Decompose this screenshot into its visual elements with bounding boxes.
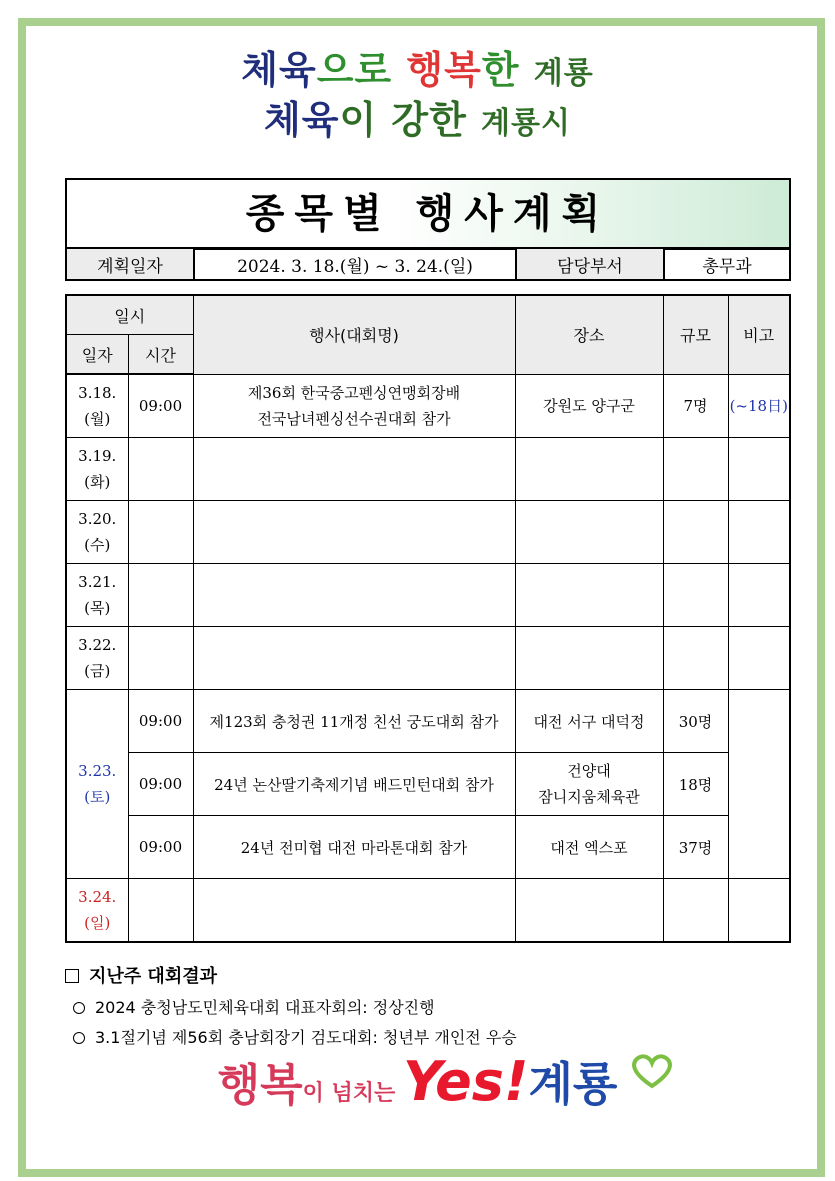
- slogan-word: 한: [481, 48, 534, 92]
- date-cell: [66, 627, 128, 690]
- scale-cell: [663, 879, 728, 943]
- scale-cell: [663, 564, 728, 627]
- date-cell: [66, 501, 128, 564]
- time-cell: [128, 564, 193, 627]
- table-row: [66, 564, 790, 627]
- date-cell: [66, 374, 128, 438]
- place-cell: [515, 879, 663, 943]
- page-title: 종목별 행사계획: [245, 191, 611, 237]
- time-cell: 09:00: [128, 816, 193, 879]
- table-row: [66, 816, 790, 879]
- event-cell: [193, 374, 515, 438]
- place-cell: [515, 564, 663, 627]
- event-cell: [193, 501, 515, 564]
- scale-cell: [663, 438, 728, 501]
- slogan-word: 체육: [241, 48, 317, 92]
- date-text: 3.18.: [78, 384, 117, 402]
- event-cell: [193, 879, 515, 943]
- last-week-results: [65, 962, 765, 1048]
- date-text: 3.19.: [78, 447, 117, 465]
- note-cell: [728, 501, 790, 564]
- footer-yes: Yes!: [402, 1050, 529, 1113]
- note-cell: [728, 879, 790, 943]
- note-cell: (~18日): [728, 374, 790, 438]
- result-item-text: 2024 충청남도민체육대회 대표자회의: 정상진행: [95, 998, 435, 1017]
- header-note: 비고: [728, 295, 790, 374]
- slogan-word: 체육: [264, 98, 340, 142]
- place-cell: 강원도 양구군: [515, 374, 663, 438]
- date-cell: [66, 438, 128, 501]
- weekday-text: (월): [84, 410, 111, 428]
- slogan-word: 계룡: [533, 56, 594, 91]
- weekday-text: (수): [84, 536, 111, 554]
- note-cell: [728, 627, 790, 690]
- date-text: 3.20.: [78, 510, 117, 528]
- scale-cell: [663, 627, 728, 690]
- date-cell: [66, 564, 128, 627]
- time-cell: 09:00: [128, 690, 193, 753]
- place-cell: [515, 501, 663, 564]
- result-item: [73, 1025, 765, 1048]
- result-item: [73, 995, 765, 1018]
- footer-city: 계룡: [528, 1057, 618, 1111]
- scale-cell: [663, 501, 728, 564]
- results-heading-text: 지난주 대회결과: [89, 966, 217, 987]
- scale-cell: 7명: [663, 374, 728, 438]
- title-box: [65, 178, 791, 250]
- table-row: [66, 690, 790, 753]
- header-date: 일자: [66, 335, 128, 375]
- date-cell: [66, 879, 128, 943]
- time-cell: [128, 879, 193, 943]
- date-text: 3.23.: [78, 762, 117, 780]
- weekday-text: (금): [84, 662, 111, 680]
- event-cell: 제123회 충청권 11개정 친선 궁도대회 참가: [193, 690, 515, 753]
- time-cell: 09:00: [128, 374, 193, 438]
- event-cell: [193, 438, 515, 501]
- weekday-text: (목): [84, 599, 111, 617]
- place-cell: [515, 627, 663, 690]
- note-cell: [728, 564, 790, 627]
- scale-cell: 37명: [663, 816, 728, 879]
- weekday-text: (토): [84, 788, 111, 806]
- place-cell: [515, 438, 663, 501]
- footer-word: 행복: [217, 1060, 303, 1111]
- event-cell: 24년 전미협 대전 마라톤대회 참가: [193, 816, 515, 879]
- header-place: 장소: [515, 295, 663, 374]
- slogan-word: 으로: [316, 48, 407, 92]
- circle-bullet-icon: [73, 1032, 85, 1044]
- time-cell: [128, 501, 193, 564]
- note-cell: [728, 690, 790, 879]
- slogan-word: 이 강한: [339, 98, 482, 142]
- weekday-text: (화): [84, 473, 111, 491]
- header-datetime: 일시: [66, 295, 193, 335]
- heart-icon: [628, 1052, 676, 1090]
- slogan-word: 행복: [406, 48, 482, 92]
- header-time: 시간: [128, 335, 193, 375]
- table-row: [66, 374, 790, 438]
- dept-value: 총무과: [664, 248, 790, 280]
- slogan-word: 계룡시: [481, 106, 571, 141]
- plan-date-label: 계획일자: [66, 248, 194, 280]
- event-text: 제36회 한국중고펜싱연맹회장배: [247, 383, 461, 402]
- plan-date-value: 2024. 3. 18.(월) ~ 3. 24.(일): [194, 248, 516, 280]
- footer-word: 이 넘치는: [302, 1081, 403, 1106]
- event-text: 전국남녀펜싱선수권대회 참가: [257, 409, 451, 428]
- date-text: 3.21.: [78, 573, 117, 591]
- event-schedule-table: [65, 294, 791, 943]
- circle-bullet-icon: [73, 1002, 85, 1014]
- table-row: [66, 501, 790, 564]
- event-cell: [193, 564, 515, 627]
- time-cell: [128, 438, 193, 501]
- weekday-text: (일): [84, 914, 111, 932]
- table-row: [66, 753, 790, 816]
- scale-cell: 18명: [663, 753, 728, 816]
- plan-info-table: [65, 247, 791, 281]
- time-cell: [128, 627, 193, 690]
- note-cell: [728, 438, 790, 501]
- header-scale: 규모: [663, 295, 728, 374]
- date-text: 3.24.: [78, 888, 117, 906]
- slogan-line-2: [0, 98, 835, 146]
- event-cell: 24년 논산딸기축제기념 배드민턴대회 참가: [193, 753, 515, 816]
- footer-slogan: [0, 1048, 835, 1114]
- place-text: 건양대: [567, 762, 611, 780]
- slogan-line-1: [0, 48, 835, 96]
- results-heading: [65, 962, 765, 988]
- table-row: [66, 879, 790, 943]
- date-text: 3.22.: [78, 636, 117, 654]
- table-row: [66, 438, 790, 501]
- time-cell: 09:00: [128, 753, 193, 816]
- result-item-text: 3.1절기념 제56회 충남회장기 검도대회: 청년부 개인전 우승: [95, 1028, 517, 1047]
- place-text: 잠니지움체육관: [538, 788, 640, 806]
- place-cell: [515, 753, 663, 816]
- dept-label: 담당부서: [516, 248, 664, 280]
- place-cell: 대전 서구 대덕정: [515, 690, 663, 753]
- event-cell: [193, 627, 515, 690]
- table-row: [66, 627, 790, 690]
- header-event: 행사(대회명): [193, 295, 515, 374]
- place-cell: 대전 엑스포: [515, 816, 663, 879]
- scale-cell: 30명: [663, 690, 728, 753]
- date-cell: [66, 690, 128, 879]
- square-bullet-icon: [65, 969, 79, 983]
